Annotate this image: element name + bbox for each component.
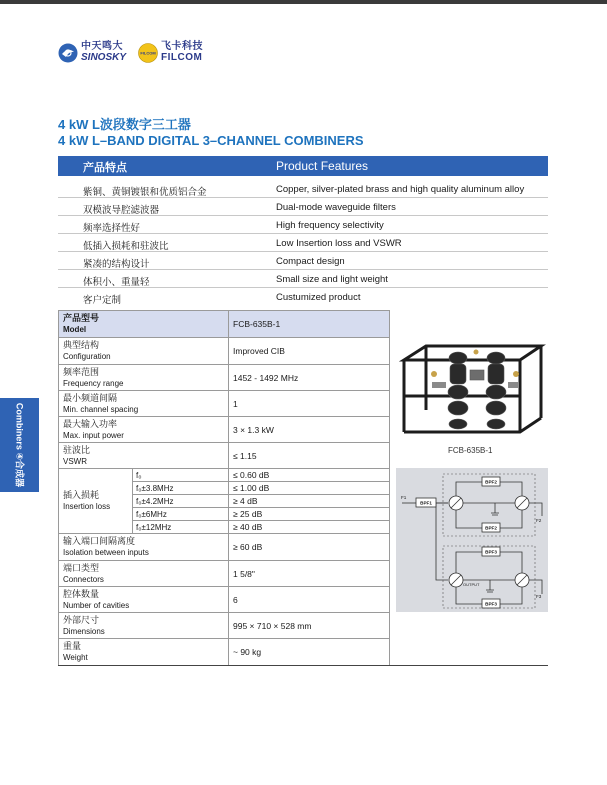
insertion-loss-condition: f₀±12MHz [133,521,229,534]
spec-label-cn: 最小频道间隔 [63,392,118,403]
insertion-loss-value: ≤ 1.00 dB [229,482,390,495]
spec-label-cn: 最大输入功率 [63,418,118,429]
spec-label-en: Frequency range [63,378,124,388]
filcom-en-name: FILCOM [161,52,203,63]
block-diagram [396,468,548,612]
product-photo [396,340,548,440]
diagram-label-bpf2: BPF2 [485,525,497,531]
spec-label-en: Model [63,325,87,334]
spec-label-cn: 外部尺寸 [63,614,100,625]
spec-row-spacing [59,391,390,417]
spec-label-en: VSWR [63,456,87,466]
spec-value: 995 × 710 × 528 mm [229,613,390,639]
feature-row [58,180,548,198]
spec-value: 3 × 1.3 kW [229,417,390,443]
spec-label-en: Isolation between inputs [63,548,149,557]
feature-cn: 低插入损耗和驻波比 [83,241,169,252]
spec-row-weight [59,639,390,666]
spec-label [59,365,229,391]
spec-label-cn: 典型结构 [63,340,100,350]
spec-value: 1 [229,391,390,417]
feature-en: Low Insertion loss and VSWR [276,238,402,249]
insertion-loss-value: ≥ 25 dB [229,508,390,521]
diagram-label-bpf3: BPF3 [485,549,497,555]
features-header [58,156,548,176]
feature-en: High frequency selectivity [276,220,384,231]
spec-label-en: Configuration [63,352,111,361]
sinosky-cn-name: 中天鸣大 [81,41,123,52]
bottom-rule [58,665,548,666]
spec-label-en: Connectors [63,574,104,584]
filcom-cn-name: 飞卡科技 [161,41,203,52]
spec-value: Improved CIB [229,338,390,365]
insertion-loss-value: ≤ 0.60 dB [229,469,390,482]
spec-row-insertion-loss [59,469,390,482]
feature-row [58,198,548,216]
feature-row [58,270,548,288]
feature-row [58,234,548,252]
spec-row-isolation [59,534,390,561]
spec-label [59,587,229,613]
spec-row-vswr [59,443,390,469]
feature-en: Copper, silver-plated brass and high quality aluminum alloy [276,184,525,195]
spec-label-cn: 腔体数量 [63,588,100,599]
diagram-label-bpf3: BPF3 [485,601,497,607]
diagram-label-bpf2: BPF2 [485,479,497,485]
spec-row-power [59,417,390,443]
spec-row-connectors [59,561,390,587]
diagram-label-output: OUTPUT [463,582,480,587]
feature-cn: 客户定制 [83,295,122,306]
spec-label-en: Max. input power [63,430,124,440]
feature-row [58,216,548,234]
spec-row-configuration [59,338,390,365]
spec-value: ≤ 1.15 [229,443,390,469]
spec-label-en: Dimensions [63,626,105,636]
feature-cn: 体积小、重量轻 [83,277,150,288]
spec-value: 1452 - 1492 MHz [229,365,390,391]
sinosky-logo [58,42,126,63]
feature-cn: 双模波导腔滤波器 [83,205,160,216]
spec-label-cn: 重量 [63,641,82,651]
feature-en: Dual-mode waveguide filters [276,202,396,213]
spec-value: 1 5/8" [229,561,390,587]
sinosky-emblem-icon [58,43,78,63]
spec-label-en: Min. channel spacing [63,404,139,414]
spec-label [59,391,229,417]
feature-row [58,252,548,270]
page-title-cn: 4 kW L波段数字三工器 [58,117,191,132]
filcom-logo [138,42,203,63]
spec-value: ≥ 60 dB [229,534,390,561]
sinosky-en-name: SINOSKY [81,52,127,63]
spec-label [59,443,229,469]
feature-en: Compact design [276,256,345,267]
features-header-cn: 产品特点 [83,162,127,174]
spec-label [59,613,229,639]
insertion-loss-condition: f₀ [133,469,229,482]
spec-value: ~ 90 kg [229,639,390,666]
feature-en: Small size and light weight [276,274,388,285]
diagram-label-f3: F3 [536,594,542,599]
spec-table [58,310,390,666]
feature-en: Custumized product [276,292,361,303]
spec-row-cavities [59,587,390,613]
spec-label [59,338,229,365]
feature-row [58,288,548,306]
diagram-label-f1: F1 [401,495,407,500]
spec-row-frequency [59,365,390,391]
filcom-emblem-icon [138,43,158,63]
spec-label [59,534,229,561]
spec-label-en: Insertion loss [63,502,111,511]
spec-label-cn: 产品型号 [63,313,100,323]
spec-label-cn: 驻波比 [63,444,91,455]
spec-label-en: Number of cavities [63,600,130,610]
feature-cn: 紫铜、黄铜镀银和优质铝合金 [83,187,207,198]
spec-label-cn: 频率范围 [63,366,100,377]
spec-label [59,561,229,587]
features-header-en: Product Features [276,159,369,173]
spec-label-en: Weight [63,653,88,662]
spec-value: 6 [229,587,390,613]
spec-row-dimensions [59,613,390,639]
diagram-label-bpf1: BPF1 [420,500,432,506]
feature-cn: 频率选择性好 [83,223,141,234]
feature-cn: 紧凑的结构设计 [83,259,150,270]
photo-caption: FCB-635B-1 [448,446,493,455]
insertion-loss-condition: f₀±6MHz [133,508,229,521]
diagram-label-f2: F2 [536,518,542,523]
top-bar [0,0,607,4]
section-side-tab-label: Combiners ④合成器 [14,402,25,488]
spec-label-cn: 端口类型 [63,562,100,573]
insertion-loss-value: ≥ 40 dB [229,521,390,534]
spec-label [59,639,229,666]
page-title-en: 4 kW L–BAND DIGITAL 3–CHANNEL COMBINERS [58,133,364,148]
insertion-loss-condition: f₀±3.8MHz [133,482,229,495]
insertion-loss-condition: f₀±4.2MHz [133,495,229,508]
spec-value: FCB-635B-1 [229,311,390,338]
spec-label-cn: 插入损耗 [63,490,100,500]
spec-label [59,311,229,338]
spec-label-cn: 输入端口间隔离度 [63,536,136,546]
insertion-loss-value: ≥ 4 dB [229,495,390,508]
spec-label [59,469,133,534]
spec-row-model [59,311,390,338]
filcom-emblem-text: FILCOM [140,50,156,55]
spec-label [59,417,229,443]
